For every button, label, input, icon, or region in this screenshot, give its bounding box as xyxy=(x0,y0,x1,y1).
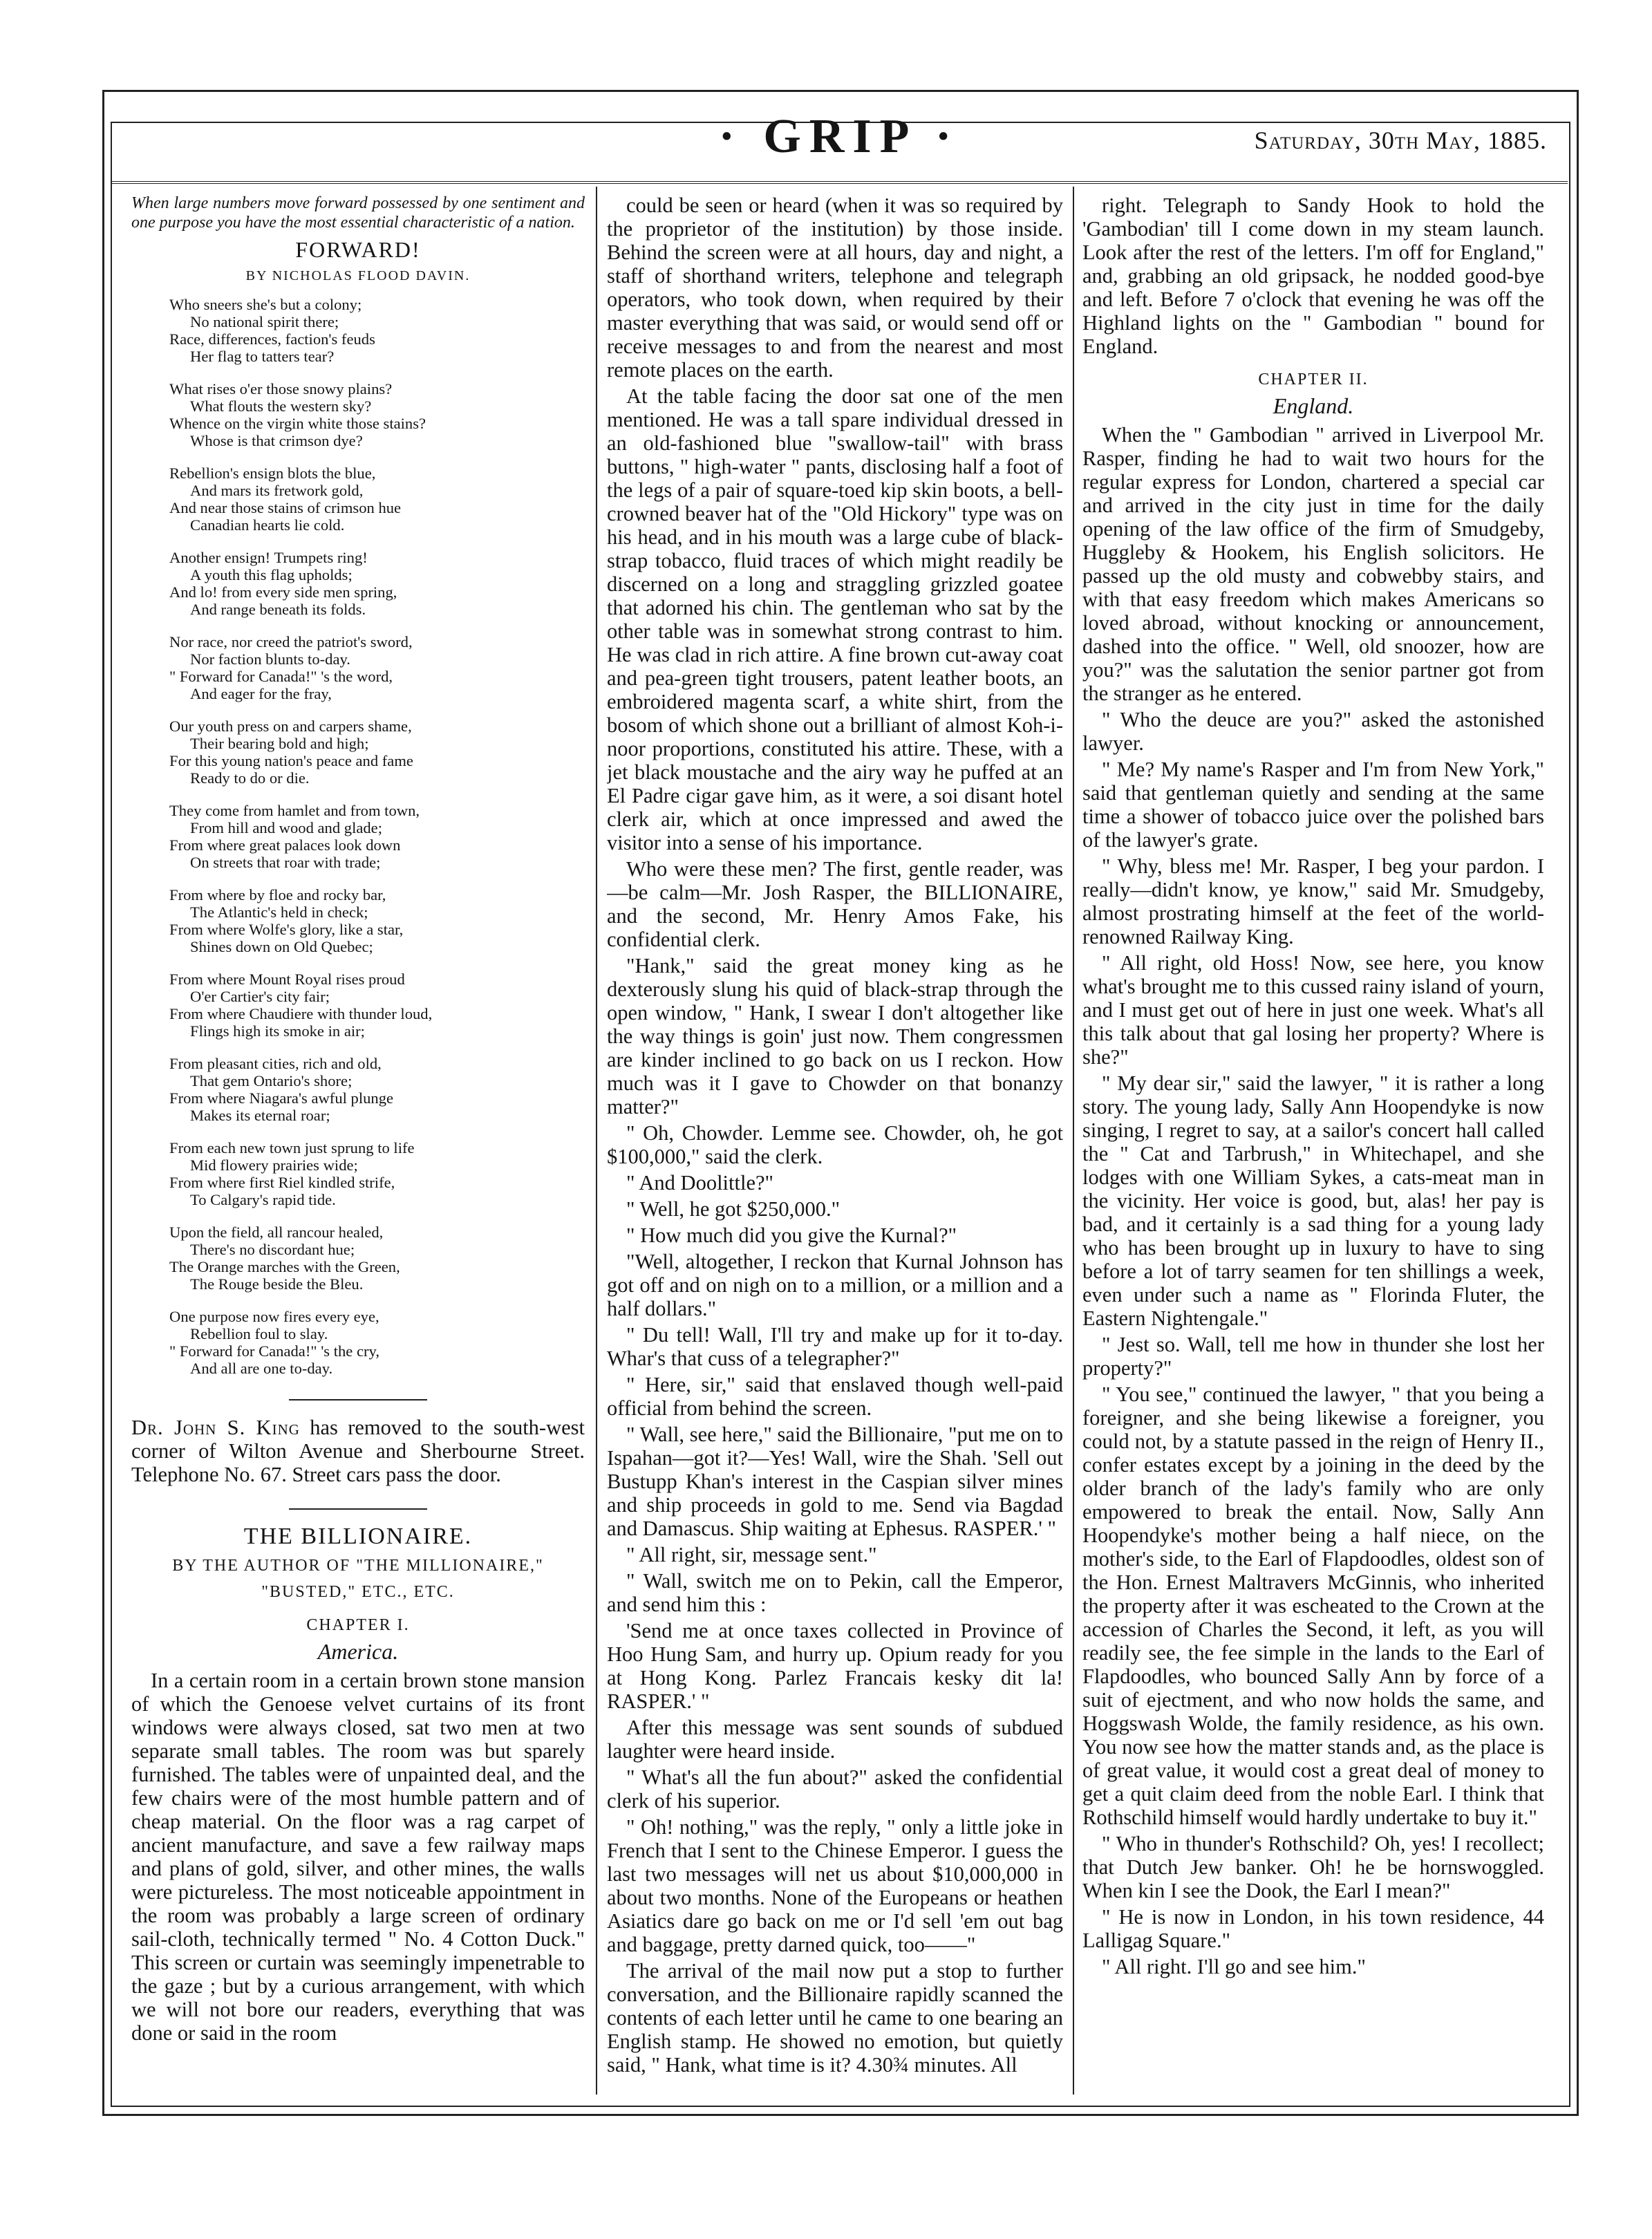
story-paragraph: " What's all the fun about?" asked the confidential clerk of his superior. xyxy=(607,1765,1063,1812)
poem-line: What rises o'er those snowy plains? xyxy=(169,380,393,397)
story-paragraph: " Wall, see here," said the Billionaire, "put me on to Ispahan—got it?—Yes! Wall, wire the Shah. 'Sell out Bustupp Khan's interest in the Caspian silver mines and ship proceeds in gold to me. Send via Bagdad and Damascus. Ship waiting at Ephesus. RASPER.' " xyxy=(607,1423,1063,1540)
poem-line: A youth this flag upholds; xyxy=(190,566,353,583)
story-paragraph: " My dear sir," said the lawyer, " it is rather a long story. The young lady, Sally Ann Hoopendyke is now singing, I regret to say, at a sailor's concert hall called the " Cat and Tarbrush," in Whitechapel, and she lodges with one William Sykes, a cats-meat man in the vicinity. Her voice is good, but, alas! her pay is bad, and it certainly is a sad thing for a young lady who has been brought up in luxury to have to sing before a lot of tarry seamen for ten shillings a week, even under such a name as " Florinda Fluter, the Eastern Nightengale." xyxy=(1082,1071,1544,1330)
poem-line: From where by floe and rocky bar, xyxy=(169,886,386,903)
story-paragraph: Who were these men? The first, gentle reader, was—be calm—Mr. Josh Rasper, the BILLIONAIRE, and the second, Mr. Henry Amos Fake, his confidential clerk. xyxy=(607,857,1063,951)
poem-epigraph: When large numbers move forward possessed by one sentiment and one purpose you have the most essential characteristic of a nation. xyxy=(131,194,585,232)
poem-line: Her flag to tatters tear? xyxy=(190,348,335,365)
story-paragraph: " Why, bless me! Mr. Rasper, I beg your pardon. I really—didn't know, ye know," said Mr. Smudgeby, almost prostrating himself at the feet of the world-renowned Railway King. xyxy=(1082,854,1544,948)
poem-line: And eager for the fray, xyxy=(190,685,332,702)
poem-line: No national spirit there; xyxy=(190,313,339,330)
story-paragraph: "Well, altogether, I reckon that Kurnal Johnson has got off and on nigh on to a million, or a million and a half dollars." xyxy=(607,1250,1063,1320)
poem-line: Shines down on Old Quebec; xyxy=(190,938,373,955)
poem-stanza xyxy=(169,971,585,1040)
poem-line: From where Chaudiere with thunder loud, xyxy=(169,1005,433,1022)
poem-line: And near those stains of crimson hue xyxy=(169,499,402,516)
poem-line: And lo! from every side men spring, xyxy=(169,583,397,601)
story-paragraph: " All right, old Hoss! Now, see here, you know what's brought me to this cussed rainy island of yourn, and I must get out of here in just one week. What's all this talk about that gal losing her property? Where is she?" xyxy=(1082,951,1544,1069)
poem-line: From hill and wood and glade; xyxy=(190,819,382,836)
poem-line: O'er Cartier's city fair; xyxy=(190,988,330,1005)
poem-stanza xyxy=(169,1308,585,1377)
story-paragraph: " Well, he got $250,000." xyxy=(626,1197,841,1221)
poem-line: And mars its fretwork gold, xyxy=(190,482,364,499)
poem-line: From where Niagara's awful plunge xyxy=(169,1089,394,1107)
story-paragraph: In a certain room in a certain brown stone mansion of which the Genoese velvet curtains of its front windows were always closed, sat two men at two separate small tables. The room was but sparely furnished. The tables were of unpainted deal, and the few chairs were of the most humble pattern and of cheap material. On the floor was a rag carpet of ancient manufacture, and save a few railway maps and plans of gold, silver, and other mines, the walls were pictureless. The most noticeable appointment in the room was probably a large screen of ordinary sail-cloth, technically termed " No. 4 Cotton Duck." This screen or curtain was seemingly impenetrable to the gaze ; but by a curious arrangement, with which we will not bore our readers, everything that was done or said in the room xyxy=(131,1669,585,2045)
poem-line: From each new town just sprung to life xyxy=(169,1139,415,1156)
story-paragraph: " All right, sir, message sent." xyxy=(626,1543,877,1566)
poem-line: For this young nation's peace and fame xyxy=(169,752,413,769)
poem-line: That gem Ontario's shore; xyxy=(190,1072,353,1089)
poem-line: Mid flowery prairies wide; xyxy=(190,1156,358,1174)
poem-line: From where Wolfe's glory, like a star, xyxy=(169,921,404,938)
poem-line: The Atlantic's held in check; xyxy=(190,903,368,921)
poem-line: From where first Riel kindled strife, xyxy=(169,1174,395,1191)
story-paragraph: " Oh, Chowder. Lemme see. Chowder, oh, he got $100,000," said the clerk. xyxy=(607,1121,1063,1168)
poem-line: On streets that roar with trade; xyxy=(190,854,381,871)
story-paragraph: " Wall, switch me on to Pekin, call the Emperor, and send him this : xyxy=(607,1569,1063,1616)
chapter-subtitle: England. xyxy=(1273,393,1354,418)
chapter-subtitle: America. xyxy=(317,1639,399,1664)
poem-line: What flouts the western sky? xyxy=(190,397,372,415)
poem-line: Canadian hearts lie cold. xyxy=(190,516,345,534)
masthead-title: · GRIP · xyxy=(718,110,960,163)
column-3-body xyxy=(1082,423,1544,1978)
story-paragraph: 'Send me at once taxes collected in Province of Hoo Hung Sam, and hurry up. Opium ready for you at Hong Kong. Parlez Francais kesky dit la! RASPER.' " xyxy=(607,1619,1063,1713)
poem-line: " Forward for Canada!" 's the word, xyxy=(169,668,393,685)
poem-stanza xyxy=(169,1224,585,1293)
poem-line: From where Mount Royal rises proud xyxy=(169,971,405,988)
poem-byline: BY NICHOLAS FLOOD DAVIN. xyxy=(245,268,471,283)
column-3 xyxy=(1082,194,1544,2091)
poem-stanza xyxy=(169,549,585,618)
poem-stanza xyxy=(169,1139,585,1208)
story-paragraph: could be seen or heard (when it was so required by the proprietor of the institution) by those inside. Behind the screen were at all hours, day and night, a staff of shorthand writers, telephone and telegraph operators, who took down, when required by their master everything that was said, or would send off or receive messages to and from the nearest and most remote places on the earth. xyxy=(607,194,1063,382)
poem-stanza xyxy=(169,633,585,702)
story-title: THE BILLIONAIRE. xyxy=(243,1524,473,1549)
story-byline: BY THE AUTHOR OF "THE MILLIONAIRE," xyxy=(172,1557,544,1575)
poem-line: And all are one to-day. xyxy=(190,1360,333,1377)
header-rule xyxy=(111,181,1568,184)
poem-stanza xyxy=(169,886,585,955)
poem-line: Whose is that crimson dye? xyxy=(190,432,363,449)
story-paragraph: " Jest so. Wall, tell me how in thunder she lost her property?" xyxy=(1082,1333,1544,1380)
poem-line: Who sneers she's but a colony; xyxy=(169,296,362,313)
story-paragraph: After this message was sent sounds of subdued laughter were heard inside. xyxy=(607,1716,1063,1763)
poem-line: Race, differences, faction's feuds xyxy=(169,330,375,348)
separator-rule xyxy=(289,1399,427,1400)
story-paragraph: "Hank," said the great money king as he dexterously slung his quid of black-strap through the open window, " Hank, I swear I don't altogether like the way things is goin' just now. Them congressmen are kinder inclined to go back on us I reckon. How much was it I gave to Chowder on that bonanzy matter?" xyxy=(607,954,1063,1118)
poem-line: Whence on the virgin white those stains? xyxy=(169,415,426,432)
chapter-heading: CHAPTER II. xyxy=(1258,371,1369,388)
story-paragraph: " Who the deuce are you?" asked the astonished lawyer. xyxy=(1082,708,1544,755)
poem-line: The Rouge beside the Bleu. xyxy=(190,1275,364,1293)
poem-line: There's no discordant hue; xyxy=(190,1241,355,1258)
issue-date: Saturday, 30th May, 1885. xyxy=(1254,127,1547,154)
poem-stanza xyxy=(169,1055,585,1124)
separator-rule xyxy=(289,1508,427,1510)
column-2 xyxy=(607,194,1063,2091)
chapter-heading: CHAPTER I. xyxy=(306,1616,410,1634)
poem-stanzas xyxy=(131,296,585,1377)
story-paragraph: " Here, sir," said that enslaved though well-paid official from behind the screen. xyxy=(607,1373,1063,1420)
poem-line: To Calgary's rapid tide. xyxy=(190,1191,336,1208)
column-3-opening xyxy=(1082,194,1544,358)
story-paragraph: " Du tell! Wall, I'll try and make up for it to-day. Whar's that cuss of a telegrapher?" xyxy=(607,1323,1063,1370)
poem-line: Upon the field, all rancour healed, xyxy=(169,1224,384,1241)
column-divider-1 xyxy=(596,187,597,2095)
story-paragraph: " Oh! nothing," was the reply, " only a little joke in French that I sent to the Chinese Emperor. I guess the last two messages will net us about $10,000,000 in about two months. None of the Europeans or heathen Asiatics dare go back on me or I'd sell 'em out bag and baggage, pretty darned quick, too——" xyxy=(607,1815,1063,1956)
poem-stanza xyxy=(169,380,585,449)
poem-line: One purpose now fires every eye, xyxy=(169,1308,379,1325)
story-paragraph: " And Doolittle?" xyxy=(626,1171,773,1195)
story-paragraph: At the table facing the door sat one of the men mentioned. He was a tall spare individual dressed in an old-fashioned blue "swallow-tail" with brass buttons, " high-water " pants, disclosing half a foot of the legs of a pair of square-toed kip skin boots, a bell-crowned beaver hat of the "Old Hickory" type was on his head, and in his mouth was a large cube of black-strap tobacco, fluid traces of which might readily be discerned on a long and straggling grizzled goatee that adorned his chin. The gentleman who sat by the other table was in somewhat strong contrast to him. He was clad in rich attire. A fine brown cut-away coat and pea-green tight trousers, patent leather boots, an embroidered magenta scarf, a white shirt, from the bosom of which shone out a brilliant of almost Koh-i-noor proportions, constituted his attire. These, with a jet black moustache and the airy way he puffed at an El Padre cigar gave him, as it were, a soi disant hotel clerk air, which at once impressed and awed the visitor into a sense of his importance. xyxy=(607,384,1063,854)
column-divider-2 xyxy=(1073,187,1074,2095)
poem-line: The Orange marches with the Green, xyxy=(169,1258,400,1275)
story-paragraph: right. Telegraph to Sandy Hook to hold the 'Gambodian' till I come down in my steam launch. Look after the rest of the letters. I'm off for England," and, grabbing an old gripsack, he nodded good-bye and left. Before 7 o'clock that evening he was off the Highland lights on the " Gambodian " bound for England. xyxy=(1082,194,1544,358)
story-paragraph: " All right. I'll go and see him." xyxy=(1102,1955,1366,1978)
story-paragraph: " He is now in London, in his town residence, 44 Lalligag Square." xyxy=(1082,1905,1544,1952)
story-paragraph: When the " Gambodian " arrived in Liverpool Mr. Rasper, finding he had to wait two hours for the regular express for London, chartered a special car and arrived in the city just in time for the daily opening of the law office of the firm of Smudgeby, Huggleby & Hookem, his English solicitors. He passed up the old musty and cobwebby stairs, and with that easy freedom which makes Americans so loved abroad, without knocking or announcement, dashed into the office. " Well, old snoozer, how are you?" was the salutation the senior partner got from the stranger as he entered. xyxy=(1082,423,1544,705)
poem-line: And range beneath its folds. xyxy=(190,601,366,618)
story-paragraph: " How much did you give the Kurnal?" xyxy=(626,1224,957,1247)
poem-line: From pleasant cities, rich and old, xyxy=(169,1055,382,1072)
story-paragraph: " Who in thunder's Rothschild? Oh, yes! I recollect; that Dutch Jew banker. Oh! he be hornswoggled. When kin I see the Dook, the Earl I mean?" xyxy=(1082,1832,1544,1902)
notice-name: Dr. John S. King xyxy=(131,1416,300,1439)
poem-line: Flings high its smoke in air; xyxy=(190,1022,365,1040)
story-byline: "BUSTED," ETC., ETC. xyxy=(261,1583,455,1601)
poem-line: Rebellion foul to slay. xyxy=(190,1325,328,1342)
poem-line: Ready to do or die. xyxy=(190,769,310,787)
column-1 xyxy=(131,194,585,2091)
story-paragraph: " You see," continued the lawyer, " that you being a foreigner, and she being likewise a foreigner, you could not, by a statute passed in the reign of Henry II., confer estates except by a joining in the deed by the older branch of the lady's family who are only empowered to break the entail. Now, Sally Ann Hoopendyke's mother being a half niece, on the mother's side, to the Earl of Flapdoodles, oldest son of the Hon. Ernest Maltravers McGinnis, who inherited the property after it was escheated to the Crown at the accession of Charles the Second, it left, as you will readily see, the fee simple in the lands to the Earl of Flapdoodles, who bounced Sally Ann by force of a suit of ejectment, and who now holds the same, and Hoggswash Wolde, the family residence, as his own. You now see how the matter stands and, as the place is of great value, it would cost a great deal of money to get a quit claim deed from the noble Earl. I think that Rothschild himself would hardly undertake to buy it." xyxy=(1082,1383,1544,1829)
poem-stanza xyxy=(169,296,585,365)
poem-line: From where great palaces look down xyxy=(169,836,401,854)
story-paragraph: " Me? My name's Rasper and I'm from New York," said that gentleman quietly and sending at the same time a shower of tobacco juice over the polished bars of the lawyer's grate. xyxy=(1082,758,1544,852)
poem-line: Nor race, nor creed the patriot's sword, xyxy=(169,633,413,650)
poem-line: Makes its eternal roar; xyxy=(190,1107,330,1124)
poem-stanza xyxy=(169,802,585,871)
page-header xyxy=(111,95,1568,178)
poem-line: Nor faction blunts to-day. xyxy=(190,650,350,668)
poem-line: They come from hamlet and from town, xyxy=(169,802,420,819)
poem-stanza xyxy=(169,465,585,534)
poem-title: FORWARD! xyxy=(295,237,421,262)
notice-paragraph xyxy=(131,1416,585,1486)
poem-line: Another ensign! Trumpets ring! xyxy=(169,549,368,566)
poem-stanza xyxy=(169,718,585,787)
poem-line: Our youth press on and carpers shame, xyxy=(169,718,412,735)
poem-line: Their bearing bold and high; xyxy=(190,735,369,752)
notice-text: has removed to the south-west corner of Wilton Avenue and Sherbourne Street. Telephone No. 67. Street cars pass the door. xyxy=(131,1416,585,1486)
poem-line: " Forward for Canada!" 's the cry, xyxy=(169,1342,380,1360)
story-paragraph: The arrival of the mail now put a stop to further conversation, and the Billionaire rapidly scanned the contents of each letter until he came to one bearing an English stamp. He showed no emotion, but quietly said, " Hank, what time is it? 4.30¾ minutes. All xyxy=(607,1959,1063,2077)
poem-line: Rebellion's ensign blots the blue, xyxy=(169,465,376,482)
